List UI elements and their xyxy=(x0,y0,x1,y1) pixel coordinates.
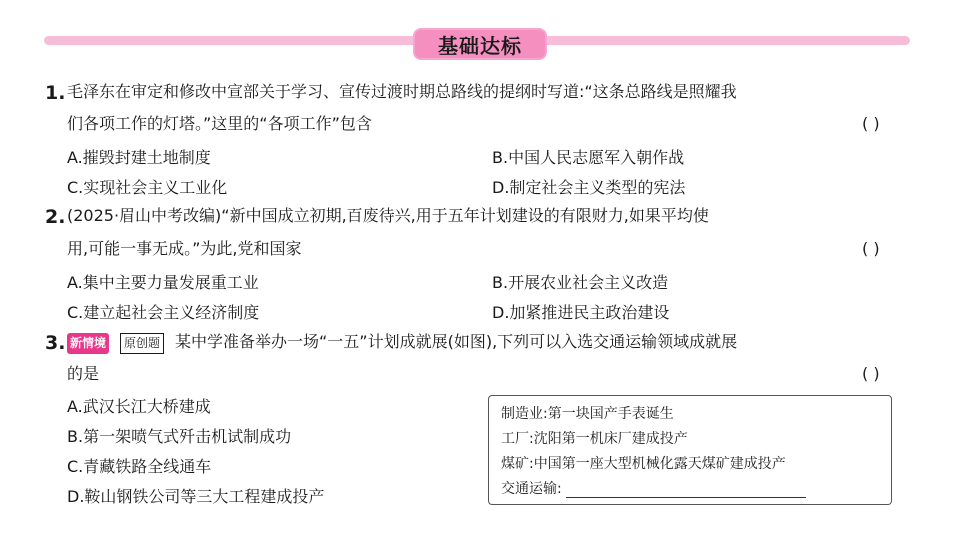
question-3-stem-line1: 某中学准备举办一场“一五”计划成就展(如图),下列可以入选交通运输领域成就展 xyxy=(175,332,738,351)
question-1-answer-paren: ( ) xyxy=(862,114,880,133)
question-2-option-b: B.开展农业社会主义改造 xyxy=(492,273,669,292)
question-1-stem-line2: 们各项工作的灯塔。”这里的“各项工作”包含 xyxy=(67,114,372,133)
question-1-option-d: D.制定社会主义类型的宪法 xyxy=(492,178,686,197)
question-3-option-a: A.武汉长江大桥建成 xyxy=(67,397,211,416)
question-2-option-a: A.集中主要力量发展重工业 xyxy=(67,273,259,292)
question-2-answer-paren: ( ) xyxy=(862,239,880,258)
box-row-coal-mine: 煤矿:中国第一座大型机械化露天煤矿建成投产 xyxy=(501,456,786,472)
box-row-transport xyxy=(501,478,806,498)
question-2-option-d: D.加紧推进民主政治建设 xyxy=(492,303,670,322)
question-3-option-c: C.青藏铁路全线通车 xyxy=(67,457,212,476)
question-1-stem-line1: 毛泽东在审定和修改中宣部关于学习、宣传过渡时期总路线的提纲时写道:“这条总路线是照耀我 xyxy=(67,82,737,101)
box-row-transport-label: 交通运输: xyxy=(501,481,562,497)
fill-blank-line xyxy=(566,483,806,498)
section-title-badge xyxy=(413,28,547,60)
question-3-stem-line2: 的是 xyxy=(67,364,100,383)
question-1-option-c: C.实现社会主义工业化 xyxy=(67,178,228,197)
question-3-number: 3. xyxy=(45,332,66,354)
question-1-option-a: A.摧毁封建土地制度 xyxy=(67,148,211,167)
original-question-tag: 原创题 xyxy=(120,333,164,354)
box-row-factory: 工厂:沈阳第一机床厂建成投产 xyxy=(501,431,688,447)
exhibition-info-box xyxy=(488,395,892,505)
new-context-tag: 新情境 xyxy=(67,333,109,354)
box-row-manufacturing: 制造业:第一块国产手表诞生 xyxy=(501,406,674,422)
question-2-number: 2. xyxy=(45,206,66,228)
section-title: 基础达标 xyxy=(438,33,522,58)
question-2-stem-line2: 用,可能一事无成。”为此,党和国家 xyxy=(67,239,302,258)
question-3-answer-paren: ( ) xyxy=(862,364,880,383)
question-1-number: 1. xyxy=(45,82,66,104)
question-3-option-b: B.第一架喷气式歼击机试制成功 xyxy=(67,427,292,446)
question-2-option-c: C.建立起社会主义经济制度 xyxy=(67,303,260,322)
question-3-option-d: D.鞍山钢铁公司等三大工程建成投产 xyxy=(67,487,325,506)
question-1-option-b: B.中国人民志愿军入朝作战 xyxy=(492,148,685,167)
question-2-stem-line1: (2025·眉山中考改编)“新中国成立初期,百废待兴,用于五年计划建设的有限财力,如果平均使 xyxy=(67,206,709,225)
